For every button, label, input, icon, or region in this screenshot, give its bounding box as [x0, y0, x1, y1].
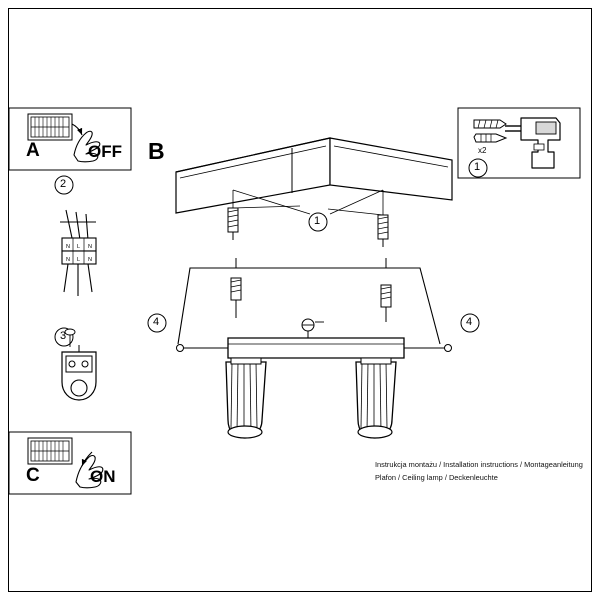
callout-1-tools-label: 1 — [474, 161, 481, 173]
lamp-base-bar — [177, 319, 452, 358]
svg-text:N: N — [66, 244, 70, 250]
callout-4-left-label: 4 — [153, 316, 160, 328]
callout-2-label: 2 — [60, 178, 67, 190]
svg-text:x2: x2 — [478, 146, 487, 155]
callout-4-right-label: 4 — [466, 316, 473, 328]
svg-text:L: L — [77, 257, 81, 263]
callout-1-main-label: 1 — [314, 215, 321, 227]
switch-off-label: OFF — [88, 142, 122, 161]
terminal-block-group — [55, 176, 96, 296]
spot-head-right — [356, 358, 396, 438]
spot-head-left — [226, 358, 266, 438]
callout-3-label: 3 — [60, 330, 67, 342]
svg-text:N: N — [88, 244, 92, 250]
svg-text:N: N — [66, 257, 70, 263]
svg-text:L: L — [77, 244, 81, 250]
ceiling-group — [176, 138, 452, 213]
step-b-label: B — [148, 138, 165, 164]
footer-text — [375, 458, 583, 484]
step-a-label: A — [26, 140, 40, 161]
switch-on-label: ON — [90, 467, 116, 486]
svg-text:N: N — [88, 257, 92, 263]
footer-line-2: Plafon / Ceiling lamp / Deckenleuchte — [375, 473, 498, 482]
footer-line-1: Instrukcja montażu / Installation instructions / Montageanleitung — [375, 460, 583, 469]
step-c-label: C — [26, 465, 40, 486]
